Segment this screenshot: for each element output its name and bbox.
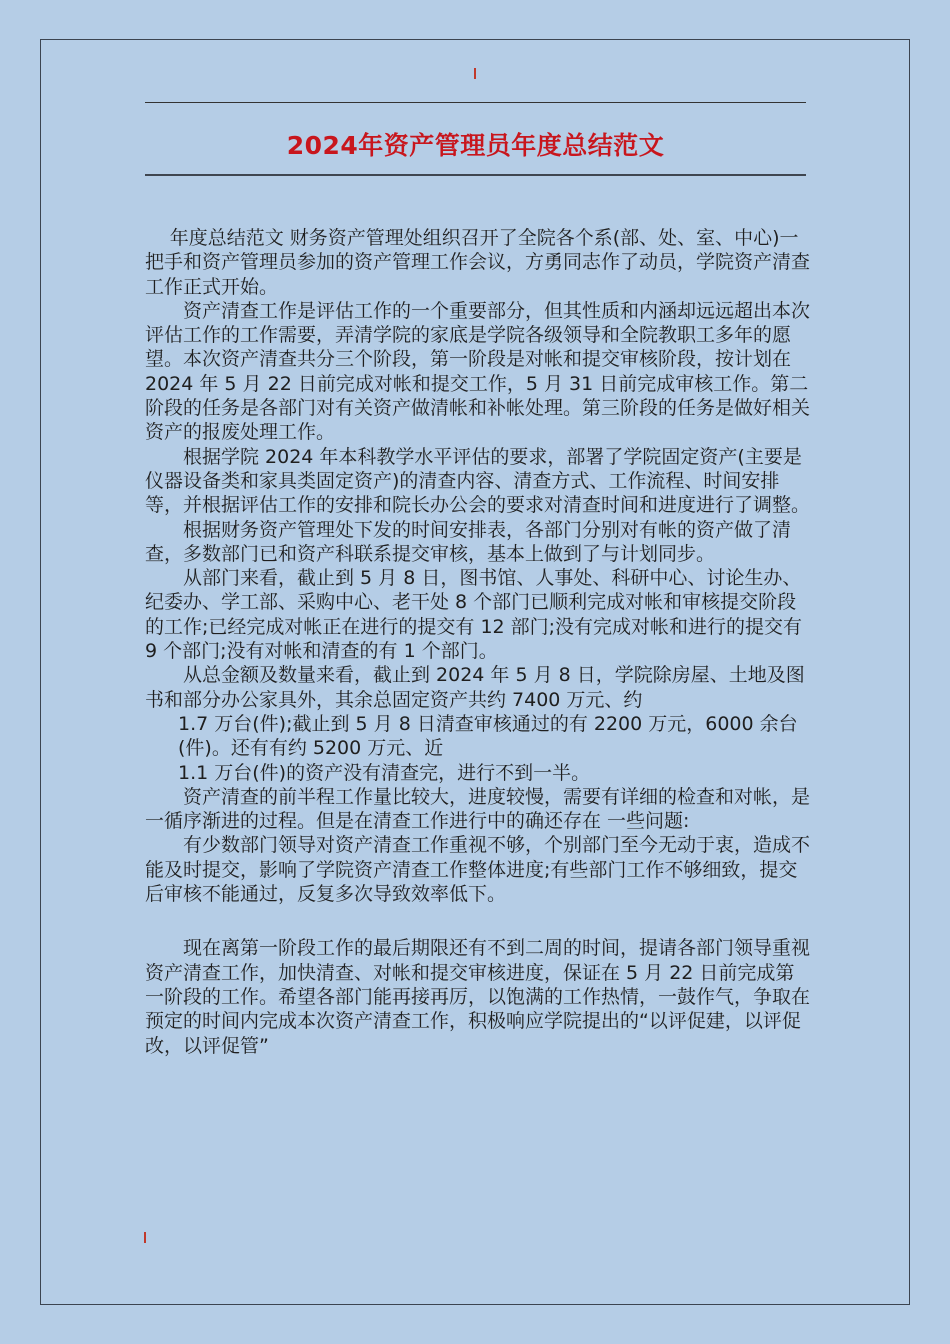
paragraph: 根据学院 2024 年本科教学水平评估的要求，部署了学院固定资产(主要是仪器设备类和家具类固定资产)的清查内容、清查方式、工作流程、时间安排等，并根据评估工作的安排和院长办公会的要求对清查时间和进度进行了调整。 [145,445,811,517]
paragraph-intro: 年度总结范文 财务资产管理处组织召开了全院各个系(部、处、室、中心)一把手和资产管理员参加的资产管理工作会议，方勇同志作了动员，学院资产清查工作正式开始。 [145,227,811,298]
paragraph: 从总金额及数量来看，截止到 2024 年 5 月 8 日，学院除房屋、土地及图书和部分办公家具外，其余总固定资产共约 7400 万元、约 [145,664,805,711]
paragraph: 现在离第一阶段工作的最后期限还有不到二周的时间，提请各部门领导重视资产清查工作，加快清查、对帐和提交审核进度，保证在 5 月 22 日前完成第一阶段的工作。希望各部门能再接再厉，以饱满的工作热情，一鼓作气，争取在预定的时间内完成本次资产清查工作，积极响应学院提出的“以评促建，以评促改，以评促管” [145,937,811,1057]
paragraph-continuation: 1.7 万台(件);截止到 5 月 8 日清查审核通过的有 2200 万元，6000 余台(件)。还有有约 5200 万元、近 [178,712,798,760]
paragraph: 有少数部门领导对资产清查工作重视不够，个别部门至今无动于衷，造成不能及时提交，影响了学院资产清查工作整体进度;有些部门工作不够细致，提交后审核不能通过，反复多次导致效率低下。 [145,834,811,906]
paragraph-continuation: 1.1 万台(件)的资产没有清查完，进行不到一半。 [178,761,591,784]
header-marker [474,68,476,79]
paragraph-spacer [145,906,813,936]
title-underline [145,174,806,176]
paragraph: 资产清查的前半程工作量比较大，进度较慢，需要有详细的检查和对帐，是一循序渐进的过程。但是在清查工作进行中的确还存在 一些问题: [145,785,811,833]
header-rule [145,102,806,103]
document-body [145,226,813,1058]
paragraph: 根据财务资产管理处下发的时间安排表，各部门分别对有帐的资产做了清查，多数部门已和资产科联系提交审核，基本上做到了与计划同步。 [145,518,792,565]
document-title: 2024年资产管理员年度总结范文 [286,131,665,160]
paragraph: 从部门来看，截止到 5 月 8 日，图书馆、人事处、科研中心、讨论生办、纪委办、学工部、采购中心、老干处 8 个部门已顺利完成对帐和审核提交阶段的工作;已经完成对帐正在进行的提交有 12 部门;没有完成对帐和进行的提交有 9 个部门;没有对帐和清查的有 1 个部门。 [145,567,803,663]
footer-marker [144,1232,146,1243]
paragraph: 资产清查工作是评估工作的一个重要部分，但其性质和内涵却远远超出本次评估工作的工作需要，弄清学院的家底是学院各级领导和全院教职工多年的愿望。本次资产清查共分三个阶段，第一阶段是对帐和提交审核阶段，按计划在 2024 年 5 月 22 日前完成对帐和提交工作，5 月 31 日前完成审核工作。第二阶段的任务是各部门对有关资产做清帐和补帐处理。第三阶段的任务是做好相关资产的报废处理工作。 [145,299,811,444]
